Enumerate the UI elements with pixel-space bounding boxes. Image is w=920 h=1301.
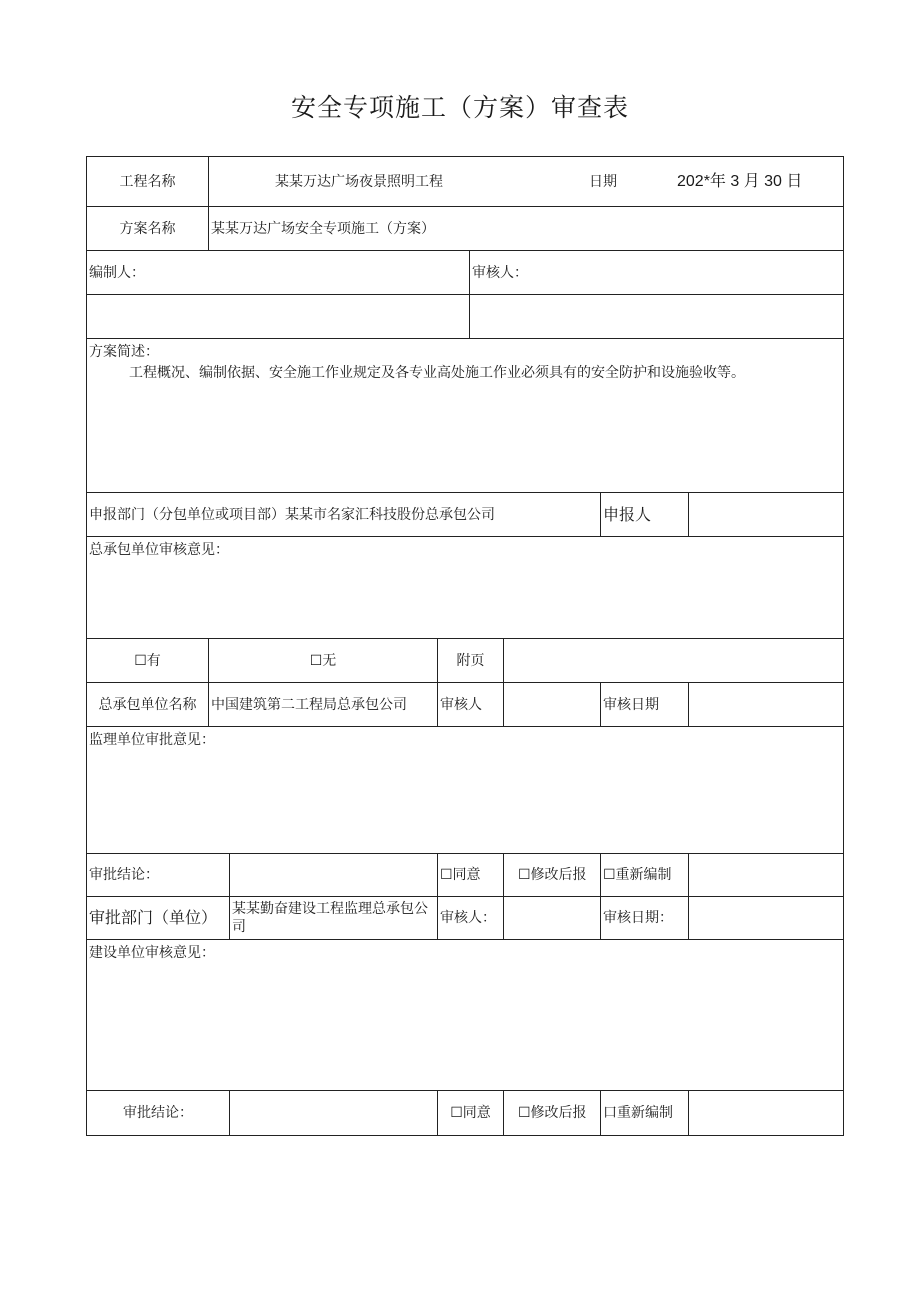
submitter-label: 申报人 (601, 493, 689, 537)
owner-opinion-label: 建设单位审核意见： (87, 940, 843, 1091)
submitter-field[interactable] (689, 493, 843, 537)
attachment-label: 附页 (438, 639, 504, 683)
gc-opinion-label: 总承包单位审核意见： (87, 537, 843, 639)
plan-name-label: 方案名称 (87, 207, 209, 251)
plan-summary-label: 方案简述： (89, 344, 159, 360)
owner-modify-checkbox[interactable]: ☐修改后报 (504, 1091, 601, 1135)
gc-name-value: 中国建筑第二工程局总承包公司 (209, 683, 438, 727)
owner-extra-field[interactable] (689, 1091, 843, 1135)
supervision-opinion-label: 监理单位审批意见： (87, 727, 843, 854)
supervision-conclusion-field[interactable] (230, 854, 438, 897)
supervision-redo-checkbox[interactable]: ☐重新编制 (601, 854, 689, 897)
no-attachment-checkbox[interactable]: ☐无 (209, 639, 438, 683)
plan-summary-text: 工程概况、编制依据、安全施工作业规定及各专业高处施工作业必须具有的安全防护和设施验收等。 (129, 365, 745, 381)
reviewer-field[interactable] (470, 295, 843, 339)
project-name-label: 工程名称 (87, 157, 209, 207)
gc-reviewer-field[interactable] (504, 683, 601, 727)
supervision-dept-value: 某某勤奋建设工程监理总承包公司 (230, 897, 438, 940)
owner-conclusion-label: 审批结论： (87, 1091, 230, 1135)
compiler-field[interactable] (87, 295, 470, 339)
supervision-review-date-field[interactable] (689, 897, 843, 940)
project-name-value[interactable]: 某某万达广场夜景照明工程 (209, 157, 509, 207)
owner-agree-checkbox[interactable]: ☐同意 (438, 1091, 504, 1135)
supervision-modify-checkbox[interactable]: ☐修改后报 (504, 854, 601, 897)
date-value[interactable]: 202*年 3 月 30 日 (619, 157, 843, 207)
has-attachment-checkbox[interactable]: ☐有 (87, 639, 209, 683)
page-title: 安全专项施工（方案）审查表 (290, 93, 629, 122)
supervision-extra-field[interactable] (689, 854, 843, 897)
supervision-reviewer-label: 审核人： (438, 897, 504, 940)
gc-name-label: 总承包单位名称 (87, 683, 209, 727)
gc-review-date-field[interactable] (689, 683, 843, 727)
compiler-label: 编制人： (87, 251, 470, 295)
supervision-conclusion-label: 审批结论： (87, 854, 230, 897)
owner-conclusion-field[interactable] (230, 1091, 438, 1135)
gc-review-date-label: 审核日期 (601, 683, 689, 727)
supervision-reviewer-field[interactable] (504, 897, 601, 940)
plan-summary (87, 339, 843, 493)
owner-redo-checkbox[interactable]: 口重新编制 (601, 1091, 689, 1135)
supervision-dept-label: 审批部门（单位） (87, 897, 230, 940)
review-form (86, 156, 844, 1136)
submit-dept: 申报部门（分包单位或项目部）某某市名家汇科技股份总承包公司 (87, 493, 601, 537)
date-label: 日期 (509, 157, 619, 207)
supervision-review-date-label: 审核日期： (601, 897, 689, 940)
reviewer-label: 审核人： (470, 251, 843, 295)
attachment-field[interactable] (504, 639, 843, 683)
plan-name-value[interactable]: 某某万达广场安全专项施工（方案） (209, 207, 843, 251)
gc-reviewer-label: 审核人 (438, 683, 504, 727)
supervision-agree-checkbox[interactable]: ☐同意 (438, 854, 504, 897)
